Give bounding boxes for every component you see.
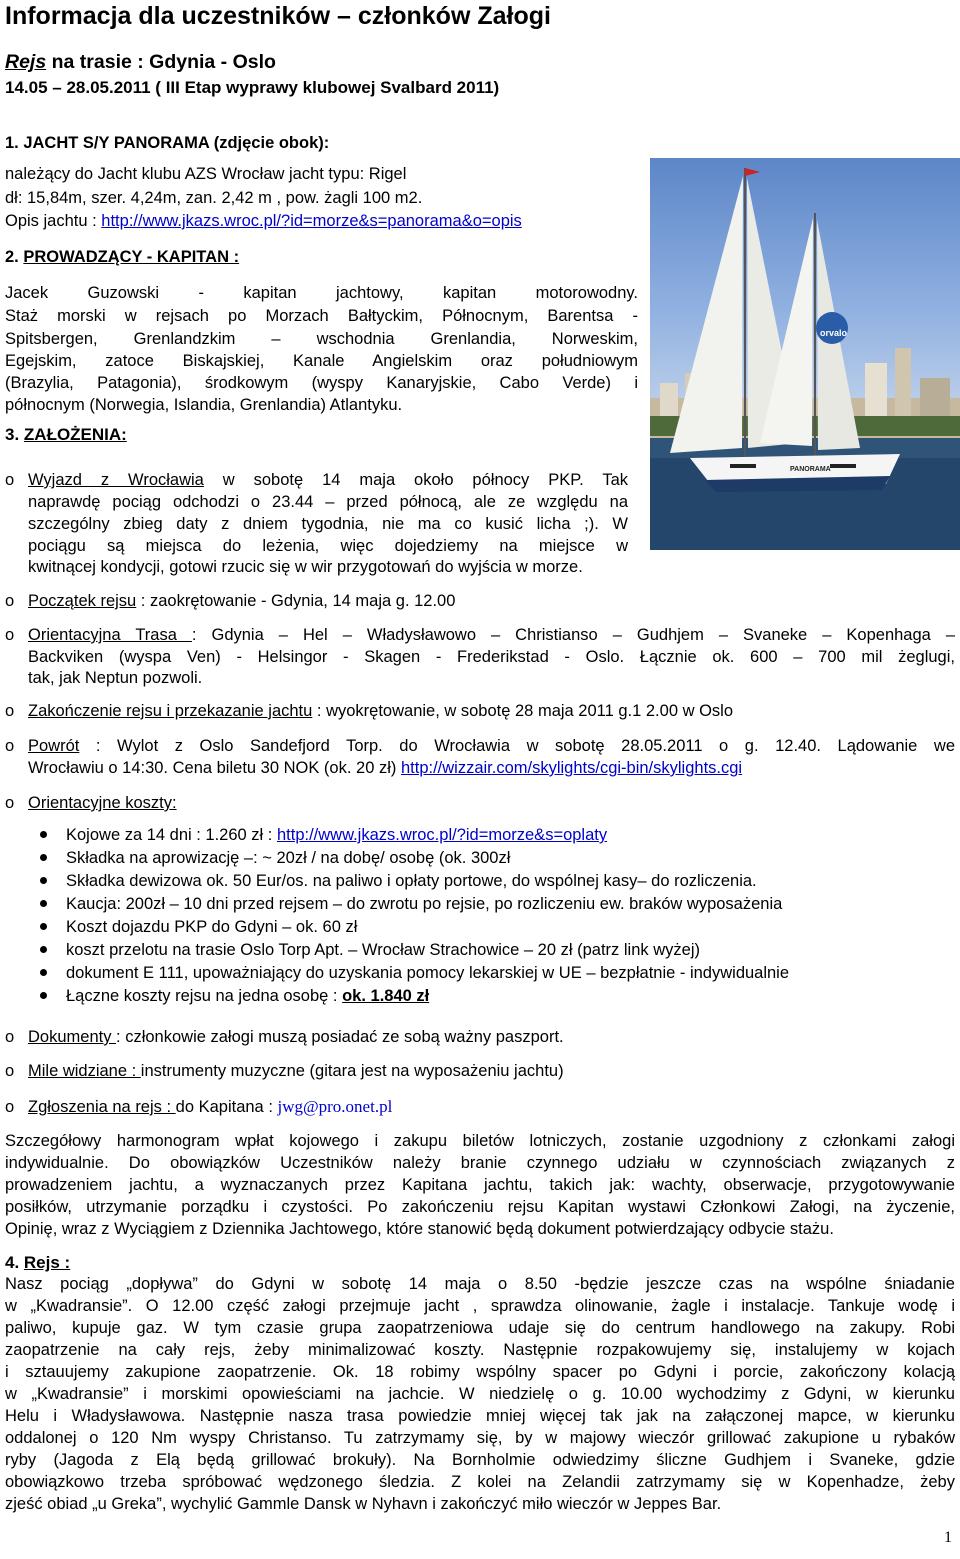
section4-title: Rejs : <box>23 1253 71 1272</box>
mile-label: Mile widziane : <box>28 1062 141 1080</box>
bullet-dot <box>40 900 47 907</box>
trasa-text-1: : Gdynia – Hel – Władysławowo – Christianso – Gudhjem – Svaneke – Kopenhaga – <box>191 626 955 644</box>
rejs-line-3: paliwo, kupuje gaz. W tym czasie grupa zaopatrzeniowa udaje się do centrum handlowego na zakupy. Robi <box>5 1319 955 1337</box>
mile-line <box>28 1060 564 1083</box>
bullet-trasa: o <box>5 626 15 644</box>
captain-line-6: północnym (Norwegia, Islandia, Grenlandia) Atlantyku. <box>5 396 403 414</box>
bullet-dot <box>40 946 47 953</box>
bullet-koszty: o <box>5 794 15 812</box>
koszty-item-1-text: Kojowe za 14 dni : 1.260 zł : <box>66 826 277 844</box>
section1-heading: 1. JACHT S/Y PANORAMA (zdjęcie obok): <box>5 134 330 152</box>
rejs-line-4: zaopatrzenie na cały rejs, żeby minimalizować koszty. Następnie rozpakowujemy się, instalujemy w kojach <box>5 1341 955 1359</box>
zakonczenie-text: : wyokrętowanie, w sobotę 28 maja 2011 g.1 2.00 w Oslo <box>312 702 734 720</box>
bullet-dot <box>40 877 47 884</box>
koszty-item-8 <box>66 985 429 1008</box>
section1-line1: należący do Jacht klubu AZS Wrocław jacht typu: Rigel <box>5 165 407 183</box>
powrot-line-1 <box>28 735 955 758</box>
koszty-item-4: Kaucja: 200zł – 10 dni przed rejsem – do zwrotu po rejsie, po rozliczeniu ew. braków wyposażenia <box>66 895 783 913</box>
zakonczenie-line <box>28 700 733 723</box>
mile-text: instrumenty muzyczne (gitara jest na wyposażeniu jachtu) <box>140 1062 564 1080</box>
trasa-line-1 <box>28 624 955 647</box>
wyjazd-text-1: w sobotę 14 maja około północy PKP. Tak <box>203 471 628 489</box>
wyjazd-label: Wyjazd z Wrocławia <box>28 471 204 489</box>
zgloszenia-line <box>28 1096 392 1119</box>
koszty-item-2: Składka na aprowizację –: ~ 20zł / na dobę/ osobę (ok. 300zł <box>66 849 511 867</box>
rejs-line-7: Helu i Władysławowa. Następnie nasza trasa powiedzie mniej więcej tak jak na załączonej mapce, w kierunku <box>5 1407 955 1425</box>
section4-heading <box>5 1252 70 1275</box>
yacht-photo-graphic <box>650 158 960 550</box>
powrot-label: Powrót <box>28 737 80 755</box>
zakonczenie-label: Zakończenie rejsu i przekazanie jachtu <box>28 702 313 720</box>
powrot-line-2 <box>28 757 742 780</box>
bullet-dokumenty: o <box>5 1028 15 1046</box>
total-cost: ok. 1.840 zł <box>342 987 430 1005</box>
dokumenty-line <box>28 1026 564 1049</box>
bullet-wyjazd: o <box>5 471 15 489</box>
dokumenty-label: Dokumenty <box>28 1028 117 1046</box>
koszty-item-5: Koszt dojazdu PKP do Gdyni – ok. 60 zł <box>66 918 358 936</box>
trasa-label: Orientacyjna Trasa <box>28 626 192 644</box>
wyjazd-line-3: szczególny zbieg daty z dniem tygodnia, nie ma co kusić licha ;). W <box>28 515 628 533</box>
section2-title: PROWADZĄCY - KAPITAN : <box>23 248 240 266</box>
poczatek-line <box>28 590 455 613</box>
captain-line-1: Jacek Guzowski - kapitan jachtowy, kapitan motorowodny. <box>5 284 638 302</box>
koszty-item-7: dokument E 111, upoważniający do uzyskania pomocy lekarskiej w UE – bezpłatnie - indywidualnie <box>66 964 790 982</box>
poczatek-label: Początek rejsu <box>28 592 137 610</box>
harmonogram-line-1: Szczegółowy harmonogram wpłat kojowego i zakupu biletów lotniczych, zostanie uzgodniony z członkami załogi <box>5 1132 955 1150</box>
koszty-item-8-text: Łączne koszty rejsu na jedna osobę : <box>66 987 343 1005</box>
route-text: na trasie : Gdynia - Oslo <box>46 51 276 73</box>
wyjazd-line-2: naprawdę pociąg odchodzi o 23.44 – przed północą, ale ze względu na <box>28 493 628 511</box>
captain-line-2: Staż morski w rejsach po Morzach Bałtyckim, Północnym, Barentsa - <box>5 307 638 325</box>
yacht-photo <box>650 158 960 550</box>
rejs-line-8: oddalonej o 120 Nm wyspy Christanso. Tu zatrzymamy się, by w majowy wieczór grillować zakupione u rybaków <box>5 1429 955 1447</box>
email-link[interactable]: jwg@pro.onet.pl <box>277 1097 393 1116</box>
document-title: Informacja dla uczestników – członków Załogi <box>5 2 551 30</box>
bullet-zgloszenia: o <box>5 1098 15 1116</box>
rejs-line-11: zjeść obiad „u Greka”, wychylić Gammle Dansk w Nyhavn i zakończyć miło wieczór w Jeppes Bar. <box>5 1495 722 1513</box>
zgloszenia-text: do Kapitana : <box>175 1098 278 1116</box>
zgloszenia-label: Zgłoszenia na rejs : <box>28 1098 176 1116</box>
route-line <box>5 50 276 74</box>
harmonogram-line-4: posiłków, utrzymanie porządku i czystości. Po zakończeniu rejsu Kapitan wystawi Członkowi Załogi, na życzenie, <box>5 1198 955 1216</box>
rejs-line-6: w „Kwadransie” i morskimi opowieściami na jachcie. W niedzielę o g. 10.00 wychodzimy z Gdyni, w kierunku <box>5 1385 955 1403</box>
dates-line: 14.05 – 28.05.2011 ( III Etap wyprawy klubowej Svalbard 2011) <box>5 78 500 97</box>
section4-number: 4. <box>5 1253 24 1272</box>
wyjazd-line-5: kwitnącej kondycji, gotowi rzucic się w wir przygotowań do wyjścia w morze. <box>28 558 583 576</box>
dokumenty-text: : członkowie załogi muszą posiadać ze sobą ważny paszport. <box>116 1028 564 1046</box>
route-prefix: Rejs <box>5 51 47 73</box>
harmonogram-line-3: prowadzeniem jachtu, a wyznaczanych przez Kapitana jachtu, takich jak: wachty, obserwacje, przygotowywanie <box>5 1176 955 1194</box>
bullet-dot <box>40 992 47 999</box>
section2-heading <box>5 246 239 269</box>
section2-number: 2. <box>5 248 24 266</box>
koszty-item-1 <box>66 824 607 847</box>
section3-title: ZAŁOŻENIA: <box>23 425 127 444</box>
rejs-line-2: w „Kwadransie”. O 12.00 część załogi przejmuje jacht , sprawdza olinowanie, żagle i instalacje. Tankuje wodę i <box>5 1297 955 1315</box>
poczatek-text: : zaokrętowanie - Gdynia, 14 maja g. 12.00 <box>136 592 456 610</box>
koszty-label: Orientacyjne koszty: <box>28 794 177 812</box>
bullet-mile: o <box>5 1062 15 1080</box>
bullet-dot <box>40 831 47 838</box>
section3-heading <box>5 424 127 447</box>
rejs-line-10: obowiązkowo trzeba spróbować wędzonego śledzia. Z kolei na Zelandii zatrzymamy się w Kopenhadze, żeby <box>5 1473 955 1491</box>
captain-line-5: (Brazylia, Patagonia), środkowym (wyspy Kanaryjskie, Cabo Verde) i <box>5 374 638 392</box>
page-number: 1 <box>944 1528 952 1546</box>
wizzair-link[interactable]: http://wizzair.com/skylights/cgi-bin/skylights.cgi <box>400 759 743 777</box>
photo-sail-label: orvalo <box>820 328 848 338</box>
rejs-line-1: Nasz pociąg „dopływa” do Gdyni w sobotę 14 maja o 8.50 -będzie jeszcze czas na wspólne śniadanie <box>5 1275 955 1293</box>
bullet-dot <box>40 969 47 976</box>
rejs-line-9: ryby (Jagoda z Elą będą grillować brokuły). Na Bornholmie odwiedzimy śliczne Gudhjem i Svaneke, gdzie <box>5 1451 955 1469</box>
section1-line2: dł: 15,84m, szer. 4,24m, zan. 2,42 m , pow. żagli 100 m2. <box>5 189 423 207</box>
section3-number: 3. <box>5 425 24 444</box>
bullet-zakonczenie: o <box>5 702 15 720</box>
harmonogram-line-2: indywidualnie. Do obowiązków Uczestników należy branie czynnego udziału w czynnościach związanych z <box>5 1154 955 1172</box>
bullet-dot <box>40 854 47 861</box>
bullet-powrot: o <box>5 737 15 755</box>
captain-line-3: Spitsbergen, Grenlandzkim – wschodnia Grenlandia, Norweskim, <box>5 330 638 348</box>
powrot-text-2: Wrocławiu o 14:30. Cena biletu 30 NOK (ok. 20 zł) <box>28 759 401 777</box>
koszty-item-3: Składka dewizowa ok. 50 Eur/os. na paliwo i opłaty portowe, do wspólnej kasy– do rozliczenia. <box>66 872 757 890</box>
powrot-text-1: : Wylot z Oslo Sandefjord Torp. do Wrocławia w sobotę 28.05.2011 o g. 12.40. Lądowanie we <box>79 737 955 755</box>
section1-opis <box>5 210 522 233</box>
koszty-item-6: koszt przelotu na trasie Oslo Torp Apt. – Wrocław Strachowice – 20 zł (patrz link wyżej) <box>66 941 700 959</box>
bullet-poczatek: o <box>5 592 15 610</box>
captain-line-4: Egejskim, zatoce Biskajskiej, Kanale Angielskim oraz południowym <box>5 352 638 370</box>
rejs-line-5: i sztauujemy zakupione zaopatrzenie. Ok. 18 robimy wspólny spacer po Gdyni i porcie, zakończony kolacją <box>5 1363 955 1381</box>
oplaty-link[interactable]: http://www.jkazs.wroc.pl/?id=morze&s=oplaty <box>276 826 608 844</box>
trasa-line-2: Backviken (wyspa Ven) - Helsingor - Skagen - Frederikstad - Oslo. Łącznie ok. 600 – 700 mil żeglugi, <box>28 648 955 666</box>
harmonogram-line-5: Opinię, wraz z Wyciągiem z Dziennika Jachtowego, które stanowić będą dokument potwierdzający odbycie stażu. <box>5 1220 834 1238</box>
bullet-dot <box>40 923 47 930</box>
opis-label: Opis jachtu : <box>5 212 102 230</box>
opis-link[interactable]: http://www.jkazs.wroc.pl/?id=morze&s=panorama&o=opis <box>101 212 522 230</box>
wyjazd-line-4: pociągu są miejsca do leżenia, więc dojedziemy na miejsce w <box>28 537 628 555</box>
wyjazd-line-1 <box>28 469 628 492</box>
photo-hull-label: PANORAMA <box>790 466 831 473</box>
trasa-line-3: tak, jak Neptun pozwoli. <box>28 669 203 687</box>
